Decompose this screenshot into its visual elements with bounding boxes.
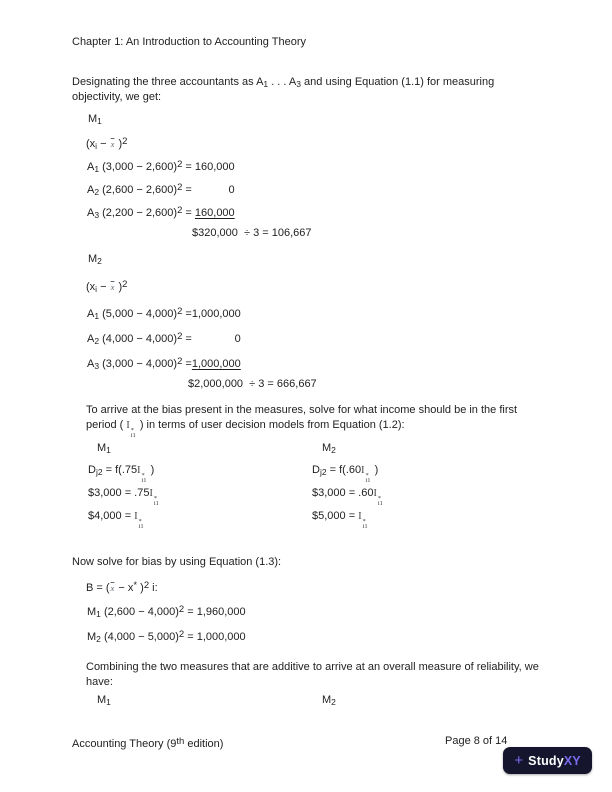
bias-col1-eq1: $3,000 = .75I * i1 [88,487,159,507]
m2-row-a2: A2 (4,000 − 4,000)2 = 0 [87,331,241,346]
m2-total: $2,000,000 ÷ 3 = 666,667 [188,378,317,390]
chapter-heading: Chapter 1: An Introduction to Accounting Theory [72,36,307,48]
m1-row-a3: A3 (2,200 − 2,600)2 = 160,000 [87,205,235,220]
m2-label: M2 [88,253,102,266]
combine-line-2: have: [86,676,113,688]
m2-row-a1: A1 (5,000 − 4,000)2 =1,000,000 [87,306,241,321]
bias-col1-d-row: Dj2 = f(.75I * i1 ) [88,464,155,484]
footer-book-title: Accounting Theory (9th edition) [72,736,224,750]
m1-formula: ($xi - \overline{x}$ )2 [86,136,128,151]
m2-row-a3: A3 (3,000 − 4,000)2 =1,000,000 [87,356,241,371]
intro-line-1: Designating the three accountants as A1 . . . A3 and using Equation (1.1) for measuring [72,76,495,89]
solve-m2-row: M2 (4,000 − 5,000)2 = 1,000,000 [87,629,246,644]
bias-col1-label: M1 [97,442,111,455]
combine-m1-label: M1 [97,694,111,707]
combine-m2-label: M2 [322,694,336,707]
bias-col2-label: M2 [322,442,336,455]
m1-total: $320,000 ÷ 3 = 106,667 [192,227,312,239]
bias-para-line-2: period ( I * i1 ) in terms of user decision models from Equation (1.2): [86,419,405,439]
plus-icon: + [514,752,524,769]
bias-col1-eq2: $4,000 = I * i1 [88,510,144,530]
brand-study: Study [528,753,564,768]
m1-row-a2: A2 (2,600 − 2,600)2 = 0 [87,182,235,197]
bias-col2-eq2: $5,000 = I * i1 [312,510,368,530]
intro-line-2: objectivity, we get: [72,91,162,103]
studyxy-badge[interactable] [503,747,592,774]
solve-m1-row: M1 (2,600 − 4,000)2 = 1,960,000 [87,604,246,619]
m1-label: M1 [88,113,102,126]
m1-row-a1: A1 (3,000 − 2,600)2 = 160,000 [87,159,235,174]
footer-page-number: Page 8 of 14 [445,735,508,747]
bias-para-line-1: To arrive at the bias present in the measures, solve for what income should be in the first [86,404,518,416]
combine-line-1: Combining the two measures that are additive to arrive at an overall measure of reliability, we [86,661,539,673]
solve-b-equation: $B = (\overline{x} - x*$ )2 i: [86,580,158,594]
solve-intro: Now solve for bias by using Equation (1.3): [72,556,282,568]
bias-col2-d-row: Dj2 = f(.60I * i1 ) [312,464,379,484]
bias-col2-eq1: $3,000 = .60I * i1 [312,487,383,507]
brand-xy: XY [563,753,581,768]
m2-formula: ($xi - \overline{x}$ )2 [86,279,128,294]
